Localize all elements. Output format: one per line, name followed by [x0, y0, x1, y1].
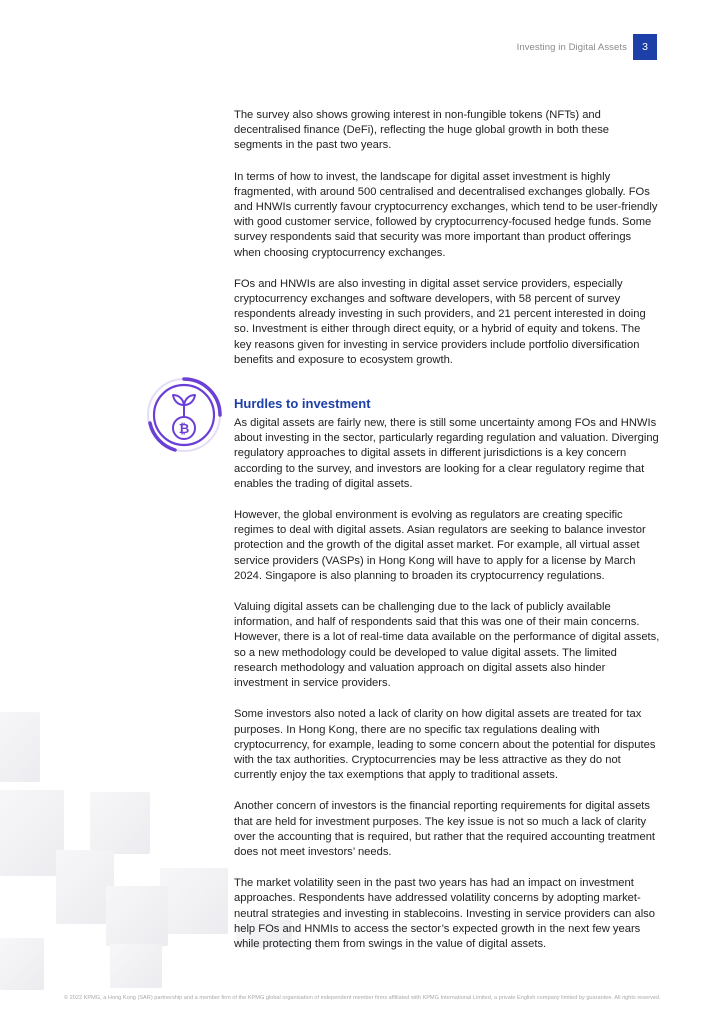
background-decoration [0, 938, 44, 990]
paragraph: The survey also shows growing interest in non-fungible tokens (NFTs) and decentralised finance (DeFi), reflecting the huge global growth in both these segments in the past two years. [234, 109, 610, 152]
paragraph: The market volatility seen in the past two years has had an impact on investment approaches. Respondents have addressed volatility concerns by adopting market-neutral strategies and investing in stablecoins. Investing in service providers can also help FOs and HNMIs to access the sector’s expected growth in the next few years while protecting them from swings in the value of digital assets. [234, 877, 656, 950]
page-header [517, 34, 657, 60]
paragraph: As digital assets are fairly new, there is still some uncertainty among FOs and HNWIs about investing in the sector, particularly regarding regulation and valuation. Diverging regulatory approaches to digital assets in different jurisdictions is a key concern according to the survey, and investors are looking for a clear regulatory regime that enables the trading of digital assets. [234, 417, 659, 490]
header-title: Investing in Digital Assets [516, 41, 627, 53]
background-decoration [110, 944, 162, 988]
bitcoin-plant-icon [145, 376, 223, 454]
page-number: 3 [633, 34, 657, 60]
background-decoration [0, 712, 40, 782]
copyright-footer: © 2022 KPMG, a Hong Kong (SAR) partnership and a member firm of the KPMG global organisation of independent member firms affiliated with KPMG International Limited, a private English company limited by guarantee. All rights reserved. [64, 995, 661, 1001]
background-decoration [0, 790, 64, 876]
background-decoration [160, 868, 228, 934]
background-decoration [106, 886, 168, 946]
paragraph: Another concern of investors is the financial reporting requirements for digital assets that are held for investment purposes. The key issue is not so much a lack of clarity over the accounting that is required, but rather that the required accounting treatment does not meet investors’ needs. [234, 800, 656, 858]
paragraph: FOs and HNWIs are also investing in digital asset service providers, especially cryptocurrency exchanges and software developers, with 58 percent of survey respondents already investing in such providers, and 21 percent interested in doing so. Investment is either through direct equity, or a hybrid of equity and tokens. The key reasons given for investing in service providers include portfolio diversification benefits and exposure to ecosystem growth. [234, 277, 646, 366]
paragraph: Valuing digital assets can be challenging due to the lack of publicly available information, and half of respondents said that this was one of their main concerns. However, there is a lot of real-time data available on the performance of digital assets, so a new methodology could be developed to value digital assets. The limited research methodology and valuation approach on digital assets also hinder investment in service providers. [234, 601, 660, 690]
paragraph: In terms of how to invest, the landscape for digital asset investment is highly fragmented, with around 500 centralised and decentralised exchanges globally. FOs and HNWIs currently favour cryptocurrency exchanges, which tend to be user-friendly with good customer service, followed by cryptocurrency-focused hedge funds. Some survey respondents said that security was more important than product offerings when choosing cryptocurrency exchanges. [234, 170, 658, 259]
main-content [234, 108, 660, 968]
background-decoration [90, 792, 150, 854]
section-heading: Hurdles to investment [234, 396, 371, 412]
paragraph: Some investors also noted a lack of clarity on how digital assets are treated for tax purposes. In Hong Kong, there are no specific tax regulations dealing with cryptocurrency, for example, leading to some concern about the potential for disputes with the tax authorities. Cryptocurrencies may be less attractive as they do not currently enjoy the tax exemptions that apply to traditional assets. [234, 708, 656, 782]
paragraph: However, the global environment is evolving as regulators are creating specific regimes to deal with digital assets. Asian regulators are seeking to balance investor protection and the growth of the digital asset market. For example, all virtual asset service providers (VASPs) in Hong Kong will have to apply for a license by March 2024. Singapore is also planning to broaden its cryptocurrency regulations. [234, 509, 646, 582]
svg-text:₿: ₿ [178, 422, 190, 437]
